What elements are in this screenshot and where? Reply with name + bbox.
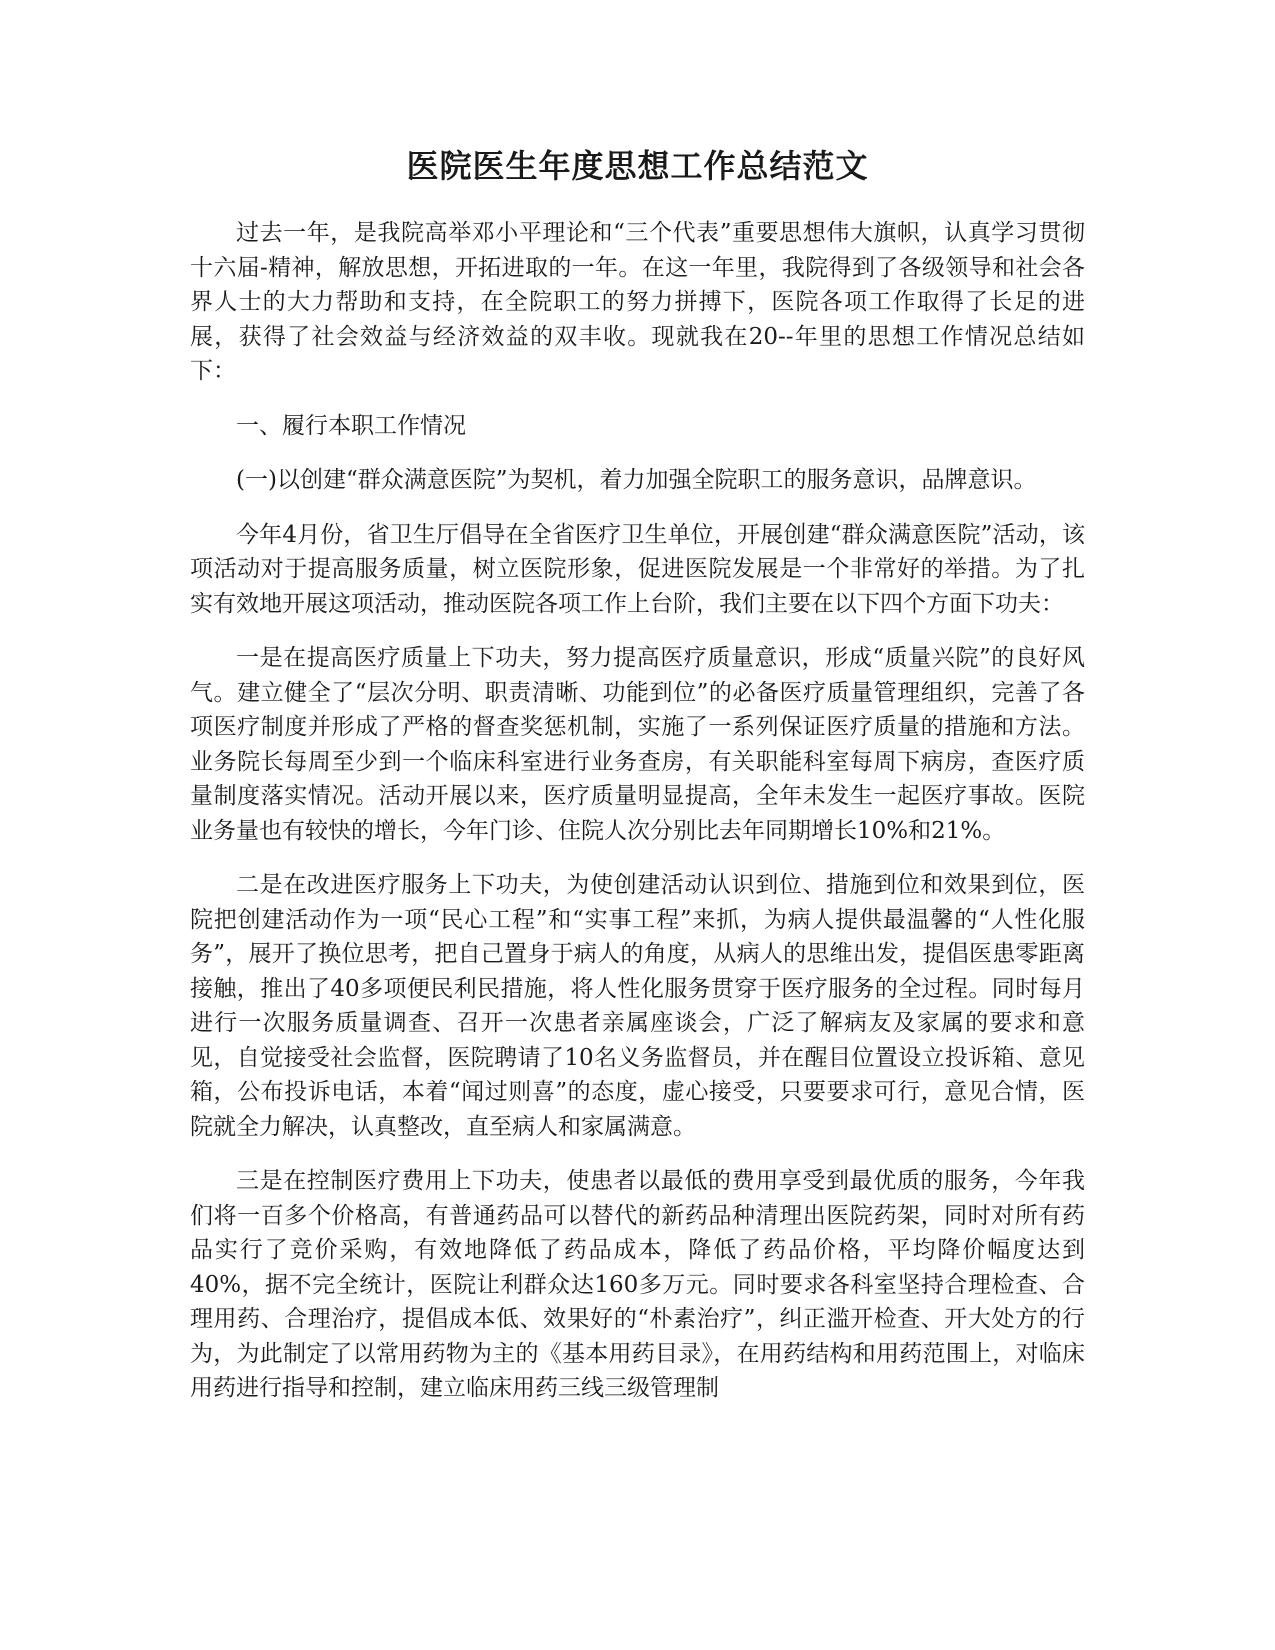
section-heading-duties: 一、履行本职工作情况 xyxy=(236,412,466,439)
subsection-heading-satisfaction: (一)以创建“群众满意医院”为契机，着力加强全院职工的服务意识，品牌意识。 xyxy=(236,467,1037,493)
document-title: 医院医生年度思想工作总结范文 xyxy=(406,147,869,185)
paragraph-april-campaign: 今年4月份，省卫生厅倡导在全省医疗卫生单位，开展创建“群众满意医院”活动，该项活动对于提高服务质量，树立医院形象，促进医院发展是一个非常好的举措。为了扎实有效地开展这项活动，推动医院各项工作上台阶，我们主要在以下四个方面下功夫： xyxy=(190,521,1085,617)
paragraph-medical-quality: 一是在提高医疗质量上下功夫，努力提高医疗质量意识，形成“质量兴院”的良好风气。建立健全了“层次分明、职责清晰、功能到位”的必备医疗质量管理组织，完善了各项医疗制度并形成了严格的督查奖惩机制，实施了一系列保证医疗质量的措施和方法。业务院长每周至少到一个临床科室进行业务查房，有关职能科室每周下病房，查医疗质量制度落实情况。活动开展以来，医疗质量明显提高，全年未发生一起医疗事故。医院业务量也有较快的增长，今年门诊、住院人次分别比去年同期增长10%和21%。 xyxy=(190,645,1085,844)
paragraph-cost-control: 三是在控制医疗费用上下功夫，使患者以最低的费用享受到最优质的服务，今年我们将一百多个价格高，有普通药品可以替代的新药品种清理出医院药架，同时对所有药品实行了竞价采购，有效地降低了药品成本，降低了药品价格，平均降价幅度达到40%，据不完全统计，医院让利群众达160多万元。同时要求各科室坚持合理检查、合理用药、合理治疗，提倡成本低、效果好的“朴素治疗”，纠正滥开检查、开大处方的行为，为此制定了以常用药物为主的《基本用药目录》，在用药结构和用药范围上，对临床用药进行指导和控制，建立临床用药三线三级管理制 xyxy=(190,1168,1085,1401)
paragraph-medical-service: 二是在改进医疗服务上下功夫，为使创建活动认识到位、措施到位和效果到位，医院把创建活动作为一项“民心工程”和“实事工程”来抓，为病人提供最温馨的“人性化服务”，展开了换位思考，把自己置身于病人的角度，从病人的思维出发，提倡医患零距离接触，推出了40多项便民利民措施，将人性化服务贯穿于医疗服务的全过程。同时每月进行一次服务质量调查、召开一次患者亲属座谈会，广泛了解病友及家属的要求和意见，自觉接受社会监督，医院聘请了10名义务监督员，并在醒目位置设立投诉箱、意见箱，公布投诉电话，本着“闻过则喜”的态度，虚心接受，只要要求可行，意见合情，医院就全力解决，认真整改，直至病人和家属满意。 xyxy=(190,872,1085,1140)
intro-paragraph: 过去一年，是我院高举邓小平理论和“三个代表”重要思想伟大旗帜，认真学习贯彻十六届-精神，解放思想，开拓进取的一年。在这一年里，我院得到了各级领导和社会各界人士的大力帮助和支持，在全院职工的努力拼搏下，医院各项工作取得了长足的进展，获得了社会效益与经济效益的双丰收。现就我在20--年里的思想工作情况总结如下： xyxy=(190,220,1085,384)
